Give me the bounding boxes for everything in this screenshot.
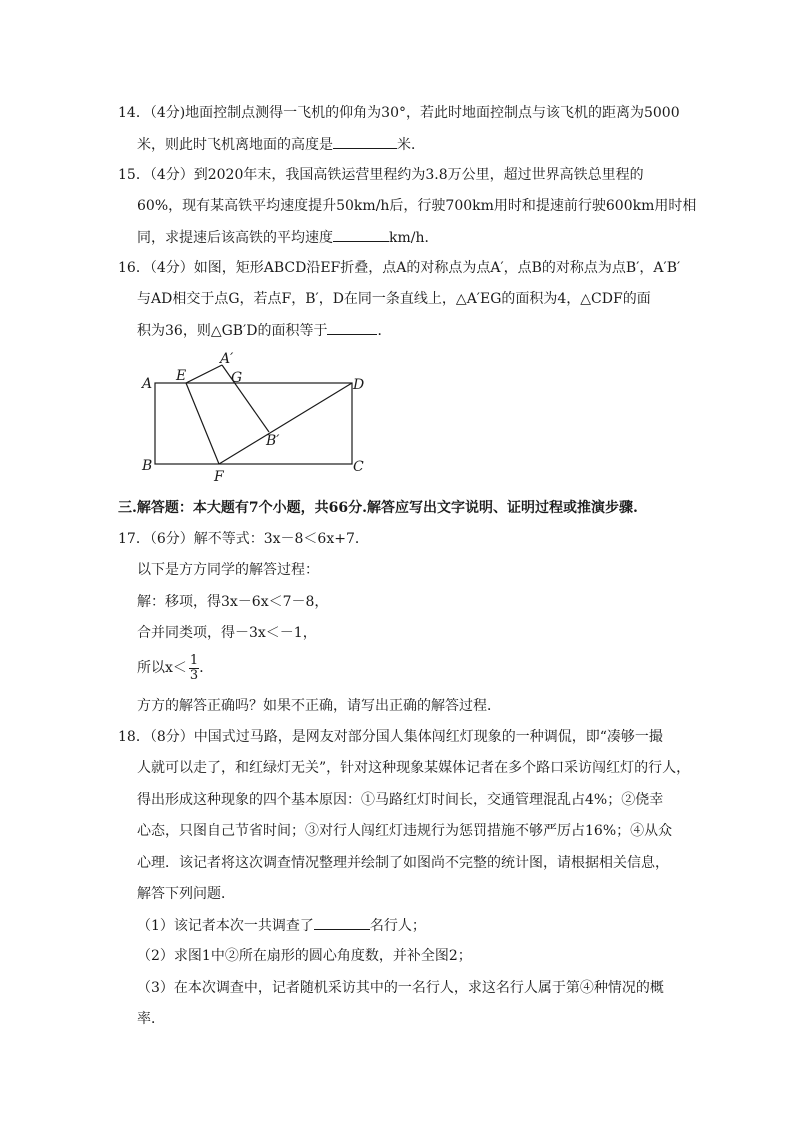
fraction-numerator: 1 xyxy=(189,652,199,668)
label-g: G xyxy=(231,370,243,386)
q17-line5 xyxy=(137,652,213,684)
q14-answer-blank[interactable] xyxy=(333,134,397,149)
q17-fraction xyxy=(189,654,199,683)
q18-line3: 得出形成这种现象的四个基本原因：①马路红灯时间长，交通管理混乱占4%；②侥幸 xyxy=(137,792,664,808)
q17-line3: 解：移项，得3x－6x＜7－8， xyxy=(137,594,329,610)
q15-line2: 60%，现有某高铁平均速度提升50km/h后，行驶700km用时和提速前行驶600km用时相 xyxy=(137,198,697,214)
label-d: D xyxy=(353,377,365,393)
q18-answer-blank[interactable] xyxy=(314,915,370,930)
q17-line6: 方方的解答正确吗？如果不正确，请写出正确的解答过程． xyxy=(137,698,501,714)
label-b-prime: B′ xyxy=(266,433,280,449)
q15-line3-post: km/h． xyxy=(389,230,439,246)
label-e: E xyxy=(176,368,187,384)
q16-line3-post: ． xyxy=(377,323,392,339)
q18-sub3-line1: （3）在本次调查中，记者随机采访其中的一名行人，求这名行人属于第④种情况的概 xyxy=(137,980,664,996)
label-b: B xyxy=(142,458,153,474)
q17-line1: 17．（6分）解不等式：3x－8＜6x+7． xyxy=(118,531,369,547)
section3-heading: 三.解答题：本大题有7个小题，共66分.解答应写出文字说明、证明过程或推演步骤. xyxy=(118,500,638,516)
segment-fd xyxy=(219,383,352,464)
q18-sub1-pre: （1）该记者本次一共调查了 xyxy=(137,918,314,934)
q18-line4: 心态，只图自己节省时间；③对行人闯红灯违规行为惩罚措施不够严厉占16%；④从众 xyxy=(137,823,673,839)
q17-line2: 以下是方方同学的解答过程： xyxy=(137,562,319,578)
q17-line4: 合并同类项，得－3x＜－1， xyxy=(137,625,317,641)
q17-line5-post: ． xyxy=(199,660,214,676)
q18-line6: 解答下列问题． xyxy=(137,886,235,902)
q18-sub1-post: 名行人； xyxy=(369,918,426,934)
q16-line3 xyxy=(137,320,391,341)
q14-line2-post: 米． xyxy=(397,137,425,153)
q18-line2: 人就可以走了，和红绿灯无关”，针对这种现象某媒体记者在多个路口采访闯红灯的行人， xyxy=(137,760,691,776)
q16-line1: 16．（4分）如图，矩形ABCD沿EF折叠，点A的对称点为点A′，点B的对称点为点B′，A′B′ xyxy=(118,260,681,276)
q16-line3-pre: 积为36，则△GB′D的面积等于 xyxy=(137,323,328,339)
q18-sub1 xyxy=(137,915,426,936)
q18-sub3-line2: 率． xyxy=(137,1011,165,1027)
label-c: C xyxy=(353,459,364,475)
q15-line3 xyxy=(137,227,439,248)
q14-line2-pre: 米，则此时飞机离地面的高度是 xyxy=(137,137,333,153)
fraction-denominator: 3 xyxy=(189,667,199,683)
q16-line2: 与AD相交于点G，若点F，B′，D在同一条直线上，△A′EG的面积为4，△CDF的面 xyxy=(137,291,651,307)
label-f: F xyxy=(214,469,224,485)
q17-line5-pre: 所以x＜ xyxy=(137,660,187,676)
q18-sub2: （2）求图1中②所在扇形的圆心角度数，并补全图2； xyxy=(137,948,472,964)
q15-line1: 15．（4分）到2020年末，我国高铁运营里程约为3.8万公里，超过世界高铁总里程的 xyxy=(118,167,644,183)
segment-ea-prime xyxy=(186,365,222,383)
fold-line-ef xyxy=(186,383,219,464)
q18-line5: 心理．该记者将这次调查情况整理并绘制了如图尚不完整的统计图，请根据相关信息， xyxy=(137,855,669,871)
rectangle-abcd xyxy=(155,383,352,464)
q14-line2 xyxy=(137,134,425,155)
q18-line1: 18．（8分）中国式过马路，是网友对部分国人集体闯红灯现象的一种调侃，即“凑够一撮 xyxy=(118,729,663,745)
label-a: A xyxy=(142,376,153,392)
q16-figure xyxy=(130,350,380,485)
segment-a-prime-b-prime xyxy=(222,365,269,432)
q15-answer-blank[interactable] xyxy=(333,227,389,242)
q14-line1: 14．（4分)地面控制点测得一飞机的仰角为30°，若此时地面控制点与该飞机的距离为5000 xyxy=(118,105,680,121)
q15-line3-pre: 同，求提速后该高铁的平均速度 xyxy=(137,230,333,246)
q16-answer-blank[interactable] xyxy=(327,320,377,335)
label-a-prime: A′ xyxy=(220,351,234,367)
